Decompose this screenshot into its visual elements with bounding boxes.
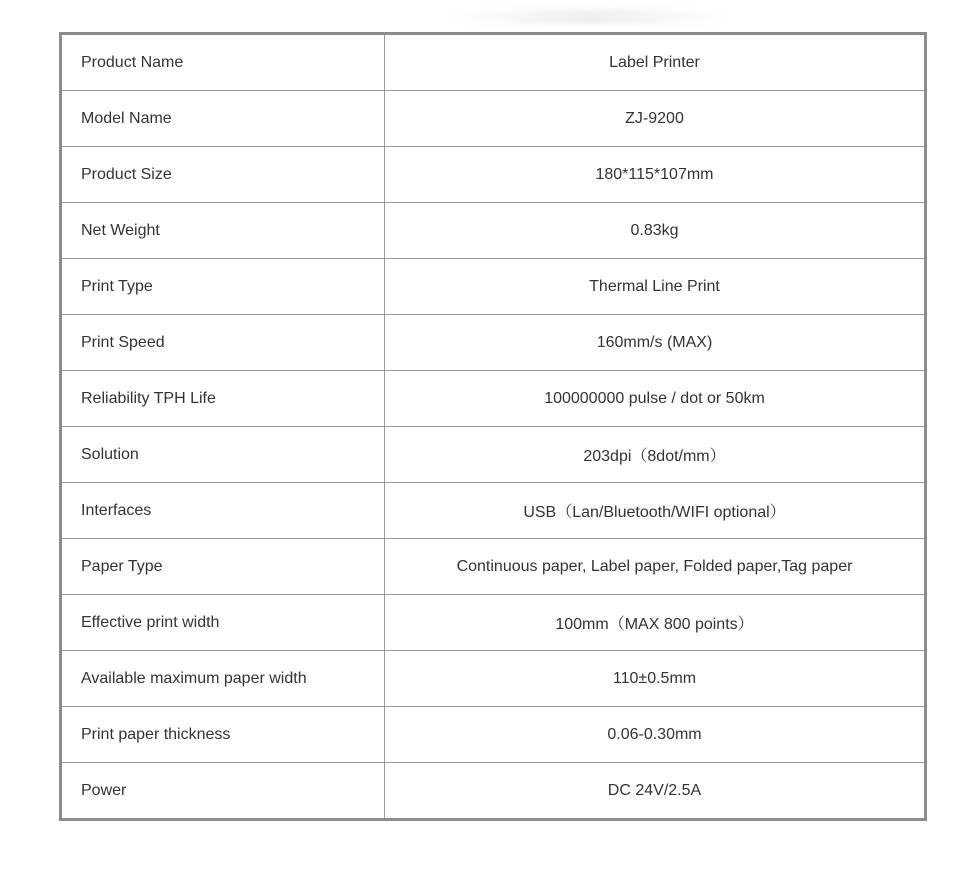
spec-value-max-paper-width: 110±0.5mm (385, 651, 926, 707)
spec-label-product-size: Product Size (61, 147, 385, 203)
table-row (61, 91, 926, 147)
spec-label-net-weight: Net Weight (61, 203, 385, 259)
table-row (61, 707, 926, 763)
table-row (61, 763, 926, 820)
table-row (61, 147, 926, 203)
spec-value-print-speed: 160mm/s (MAX) (385, 315, 926, 371)
spec-label-max-paper-width: Available maximum paper width (61, 651, 385, 707)
table-row (61, 595, 926, 651)
table-row (61, 651, 926, 707)
spec-label-paper-thickness: Print paper thickness (61, 707, 385, 763)
spec-label-power: Power (61, 763, 385, 820)
table-row (61, 483, 926, 539)
spec-value-interfaces: USB（Lan/Bluetooth/WIFI optional） (385, 483, 926, 539)
spec-label-solution: Solution (61, 427, 385, 483)
spec-label-print-type: Print Type (61, 259, 385, 315)
spec-label-model-name: Model Name (61, 91, 385, 147)
spec-table-body (61, 34, 926, 820)
spec-label-print-speed: Print Speed (61, 315, 385, 371)
spec-table (59, 32, 927, 821)
spec-value-effective-print-width: 100mm（MAX 800 points） (385, 595, 926, 651)
spec-value-model-name: ZJ-9200 (385, 91, 926, 147)
spec-value-net-weight: 0.83kg (385, 203, 926, 259)
table-row (61, 203, 926, 259)
spec-label-interfaces: Interfaces (61, 483, 385, 539)
spec-value-power: DC 24V/2.5A (385, 763, 926, 820)
spec-value-product-size: 180*115*107mm (385, 147, 926, 203)
spec-value-solution: 203dpi（8dot/mm） (385, 427, 926, 483)
spec-value-paper-thickness: 0.06-0.30mm (385, 707, 926, 763)
table-row (61, 539, 926, 595)
table-row (61, 427, 926, 483)
table-row (61, 34, 926, 91)
spec-value-tph-life: 100000000 pulse / dot or 50km (385, 371, 926, 427)
table-row (61, 371, 926, 427)
table-row (61, 259, 926, 315)
spec-value-paper-type: Continuous paper, Label paper, Folded paper,Tag paper (385, 539, 926, 595)
spec-label-effective-print-width: Effective print width (61, 595, 385, 651)
spec-label-tph-life: Reliability TPH Life (61, 371, 385, 427)
spec-value-product-name: Label Printer (385, 34, 926, 91)
decorative-fade (450, 10, 730, 24)
spec-value-print-type: Thermal Line Print (385, 259, 926, 315)
spec-label-paper-type: Paper Type (61, 539, 385, 595)
table-row (61, 315, 926, 371)
spec-label-product-name: Product Name (61, 34, 385, 91)
